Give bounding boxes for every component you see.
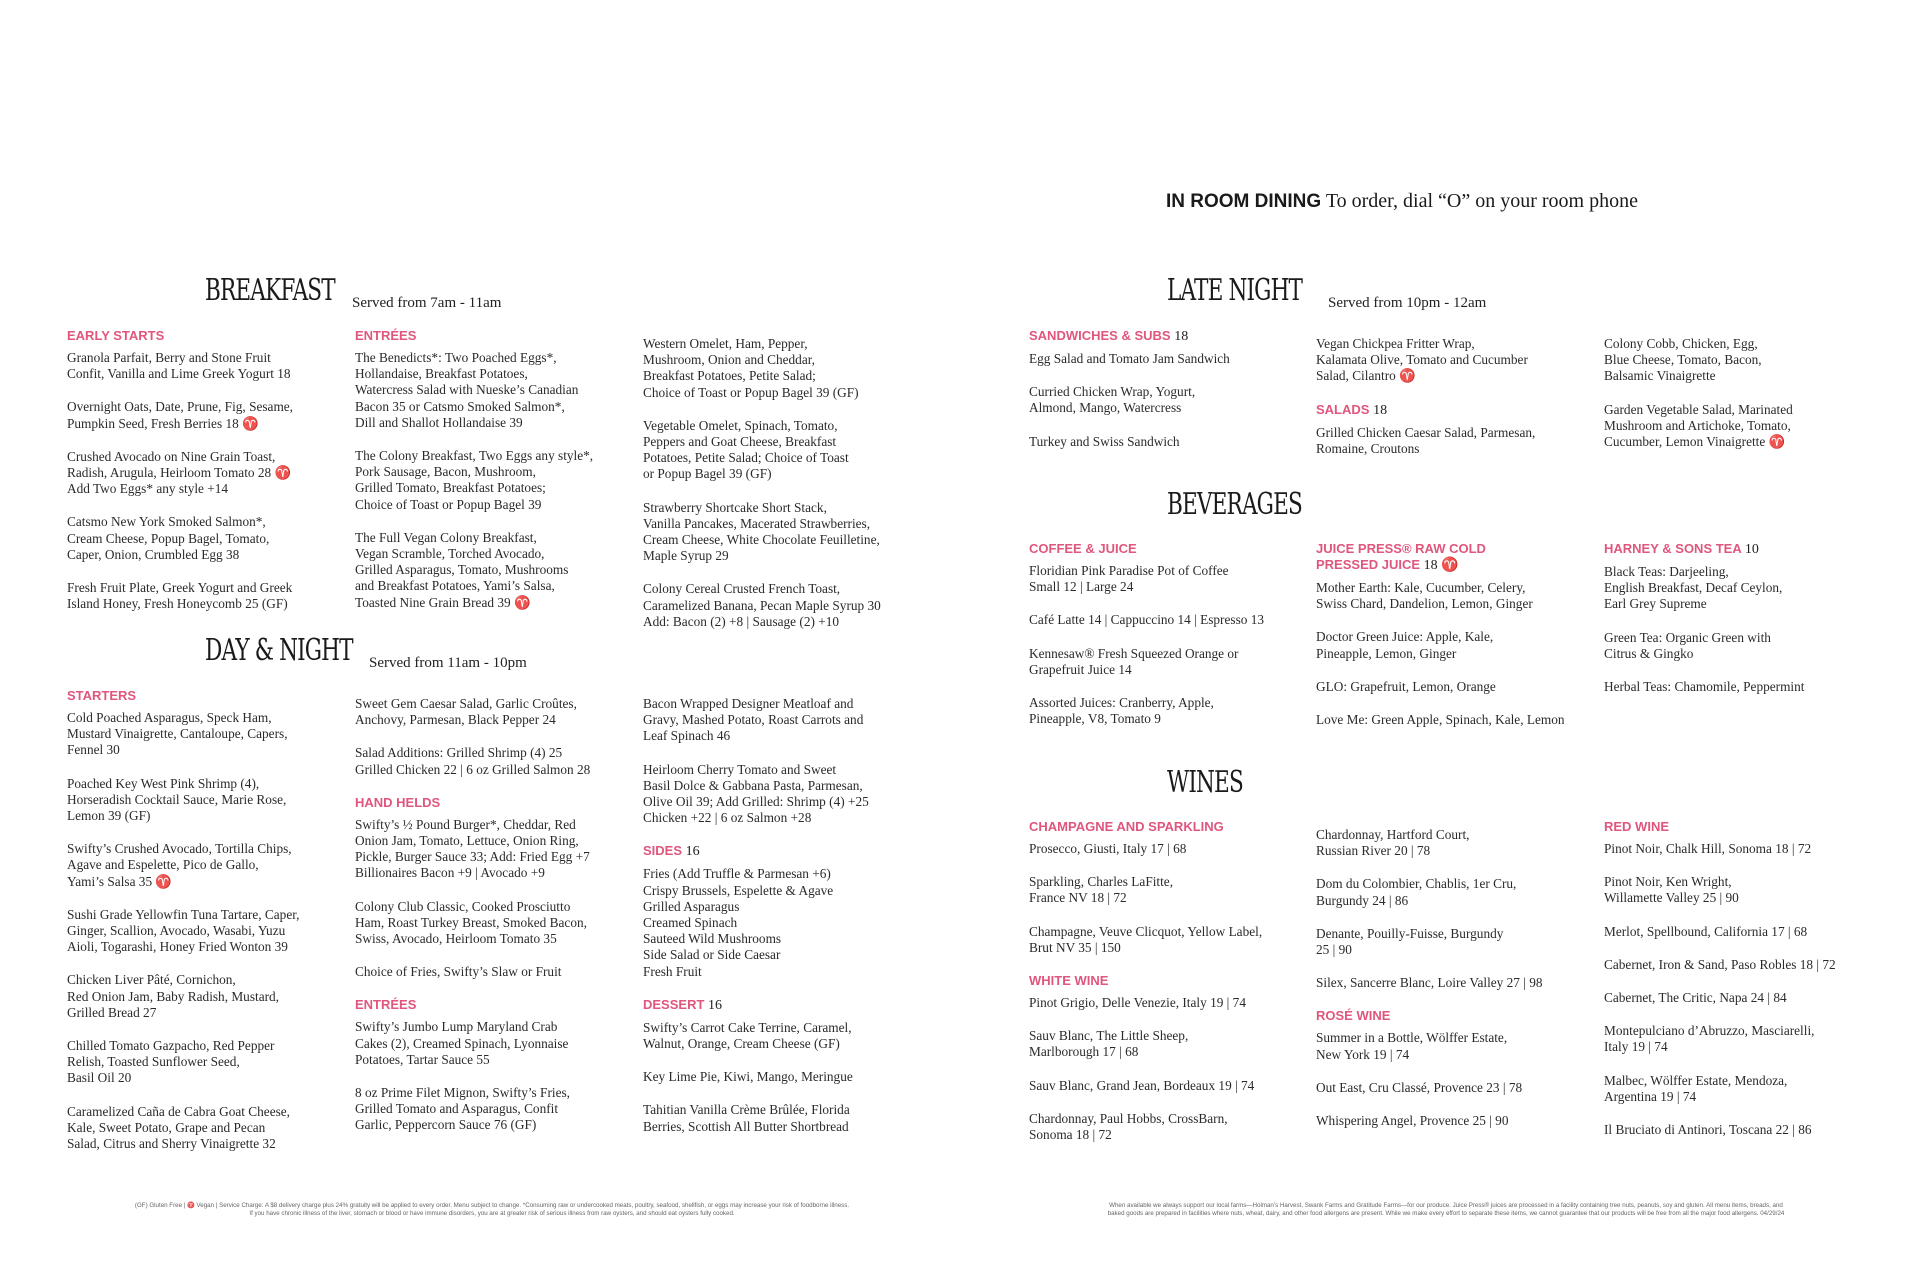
- red-wine-heading: RED WINE: [1604, 819, 1669, 834]
- sides-price: 16: [685, 844, 700, 860]
- menu-item: Sauv Blanc, Grand Jean, Bordeaux 19 | 74: [1029, 1077, 1255, 1093]
- menu-item: Prosecco, Giusti, Italy 17 | 68: [1029, 841, 1187, 856]
- juice-press-heading-line2: [1316, 557, 1598, 574]
- coffee-heading: COFFEE & JUICE: [1029, 541, 1137, 556]
- menu-item: Colony Cobb, Chicken, Egg, Blue Cheese, Tomato, Bacon, Balsamic Vinaigrette: [1604, 336, 1762, 384]
- menu-item: Floridian Pink Paradise Pot of Coffee Small 12 | Large 24: [1029, 563, 1229, 595]
- menu-item: Assorted Juices: Cranberry, Apple, Pineapple, V8, Tomato 9: [1029, 695, 1214, 727]
- menu-item: Heirloom Cherry Tomato and Sweet Basil Dolce & Gabbana Pasta, Parmesan, Olive Oil 39; Add Grilled: Shrimp (4) +25 Chicken +22 | 6 oz Salmon +28: [643, 761, 869, 826]
- menu-item: Chardonnay, Hartford Court, Russian River 20 | 78: [1316, 827, 1470, 859]
- starters-section: [67, 688, 349, 1152]
- day-night-entrees-heading: ENTRÉES: [355, 997, 417, 1013]
- beverages-title-block: [1167, 487, 1354, 522]
- menu-item: Curried Chicken Wrap, Yogurt, Almond, Mango, Watercress: [1029, 384, 1196, 416]
- sides-heading: [643, 843, 925, 860]
- menu-item: Whispering Angel, Provence 25 | 90: [1316, 1113, 1509, 1129]
- juice-press-price: 18 ♈: [1423, 558, 1459, 573]
- red-wine-section: [1604, 819, 1886, 1138]
- menu-item: Cabernet, Iron & Sand, Paso Robles 18 | 72: [1604, 956, 1836, 972]
- hand-helds-heading: HAND HELDS: [355, 794, 441, 810]
- menu-item: Western Omelet, Ham, Pepper, Mushroom, Onion and Cheddar, Breakfast Potatoes, Petite Salad; Choice of Toast or Popup Bagel 39 (GF): [643, 336, 859, 400]
- menu-item: Green Tea: Organic Green with Citrus & Gingko: [1604, 629, 1771, 661]
- menu-item: Black Teas: Darjeeling, English Breakfast, Decaf Ceylon, Earl Grey Supreme: [1604, 564, 1783, 612]
- late-night-subtitle: Served from 10pm - 12am: [1328, 295, 1487, 311]
- footer-left-note: (GF) Gluten Free | ♈ Vegan | Service Charge: A $8 delivery charge plus 24% gratuity will be applied to every order. Menu subject to change. *Consuming raw or undercooked meats, poultry, seafood, shellfish, or eggs may increase your risk of foodborne illness. If you have chronic illness of the liver, stomach or blood or have immune disorders, you are at greater risk of serious illness from raw oysters, and should eat oysters fully cooked.: [134, 1202, 850, 1217]
- menu-item: The Benedicts*: Two Poached Eggs*, Hollandaise, Breakfast Potatoes, Watercress Salad with Nueske’s Canadian Bacon 35 or Catsmo Smoked Salmon*, Dill and Shallot Hollandaise 39: [355, 350, 579, 430]
- menu-item: 8 oz Prime Filet Mignon, Swifty’s Fries, Grilled Tomato and Asparagus, Confit Garlic, Peppercorn Sauce 76 (GF): [355, 1085, 570, 1133]
- sandwiches-heading-label: SANDWICHES & SUBS: [1029, 328, 1171, 343]
- menu-item: Sparkling, Charles LaFitte, France NV 18 | 72: [1029, 874, 1174, 906]
- menu-item: Dom du Colombier, Chablis, 1er Cru, Burgundy 24 | 86: [1316, 876, 1517, 908]
- menu-item: Pinot Noir, Ken Wright, Willamette Valley 25 | 90: [1604, 874, 1739, 906]
- menu-item: Poached Key West Pink Shrimp (4), Horseradish Cocktail Sauce, Marie Rose, Lemon 39 (GF): [67, 775, 287, 824]
- breakfast-entrees-section: [355, 328, 637, 611]
- day-night-subtitle: Served from 11am - 10pm: [369, 655, 527, 671]
- day-night-col-3: [643, 696, 925, 1135]
- menu-item: Chardonnay, Paul Hobbs, CrossBarn, Sonoma 18 | 72: [1029, 1110, 1228, 1143]
- dessert-heading: [643, 997, 925, 1014]
- tea-heading-label: HARNEY & SONS TEA: [1604, 541, 1742, 556]
- menu-item: Choice of Fries, Swifty’s Slaw or Fruit: [355, 964, 562, 980]
- menu-item: Herbal Teas: Chamomile, Peppermint: [1604, 679, 1805, 695]
- juice-press-heading-line1: JUICE PRESS® RAW COLD: [1316, 541, 1486, 556]
- juice-press-section: [1316, 541, 1598, 728]
- menu-item: Champagne, Veuve Clicquot, Yellow Label, Brut NV 35 | 150: [1029, 923, 1263, 955]
- menu-item: Mother Earth: Kale, Cucumber, Celery, Swiss Chard, Dandelion, Lemon, Ginger: [1316, 580, 1533, 612]
- menu-item: Granola Parfait, Berry and Stone Fruit Confit, Vanilla and Lime Greek Yogurt 18: [67, 350, 291, 382]
- menu-item: Crushed Avocado on Nine Grain Toast, Radish, Arugula, Heirloom Tomato 28 ♈ Add Two Eggs* any style +14: [67, 448, 292, 497]
- beverages-title: BEVERAGES: [1167, 487, 1302, 522]
- menu-item: Kennesaw® Fresh Squeezed Orange or Grapefruit Juice 14: [1029, 645, 1239, 677]
- sides-heading-label: SIDES: [643, 843, 683, 859]
- tea-price: 10: [1744, 542, 1759, 557]
- day-night-col-2: [355, 696, 637, 1134]
- early-starts-heading: EARLY STARTS: [67, 328, 165, 343]
- menu-item: Malbec, Wölffer Estate, Mendoza, Argentina 19 | 74: [1604, 1072, 1788, 1104]
- late-night-col-3: [1604, 336, 1886, 450]
- white-wine-heading: WHITE WINE: [1029, 973, 1109, 989]
- menu-item: Merlot, Spellbound, California 17 | 68: [1604, 923, 1808, 939]
- late-night-col-2: [1316, 336, 1598, 457]
- late-night-title: LATE NIGHT: [1167, 273, 1303, 308]
- day-night-title: DAY & NIGHT: [205, 633, 353, 668]
- late-salads-heading: [1316, 402, 1598, 419]
- breakfast-entrees-heading: ENTRÉES: [355, 328, 417, 343]
- menu-item: Turkey and Swiss Sandwich: [1029, 433, 1180, 449]
- coffee-section: [1029, 541, 1311, 727]
- menu-item: Salad Additions: Grilled Shrimp (4) 25 Grilled Chicken 22 | 6 oz Grilled Salmon 28: [355, 745, 591, 777]
- menu-item: Key Lime Pie, Kiwi, Mango, Meringue: [643, 1069, 853, 1085]
- sparkling-heading: CHAMPAGNE AND SPARKLING: [1029, 819, 1224, 834]
- menu-item: Swifty’s Carrot Cake Terrine, Caramel, Walnut, Orange, Cream Cheese (GF): [643, 1019, 852, 1052]
- menu-item: Tahitian Vanilla Crème Brûlée, Florida Berries, Scottish All Butter Shortbread: [643, 1102, 850, 1134]
- sandwiches-section: [1029, 328, 1311, 450]
- sparkling-section: [1029, 819, 1311, 1143]
- menu-item: Fresh Fruit Plate, Greek Yogurt and Greek Island Honey, Fresh Honeycomb 25 (GF): [67, 580, 293, 612]
- footer-right-note: When available we always support our local farms—Holman’s Harvest, Swank Farms and Gratitude Farms—for our produce. Juice Press® juices are processed in a facility containing tree nuts, peanuts, soy and gluten. All menu items, breads, and baked goods are prepared in facilities where nuts, wheat, dairy, and other food allergens are present. While we make every effort to separate these items, we cannot guarantee that our products will be free from all the major food allergens. 04/29/24: [1107, 1202, 1785, 1217]
- juice-press-heading-label: PRESSED JUICE: [1316, 557, 1421, 572]
- menu-item: Grilled Chicken Caesar Salad, Parmesan, Romaine, Croutons: [1316, 424, 1536, 456]
- breakfast-subtitle: Served from 7am - 11am: [352, 295, 502, 311]
- menu-item: The Full Vegan Colony Breakfast, Vegan Scramble, Torched Avocado, Grilled Asparagus, Tomato, Mushrooms and Breakfast Potatoes, Yami’s Salsa, Toasted Nine Grain Bread 39 ♈: [355, 529, 569, 610]
- header-text: To order, dial “O” on your room phone: [1325, 190, 1638, 212]
- menu-item: Summer in a Bottle, Wölffer Estate, New York 19 | 74: [1316, 1030, 1508, 1062]
- menu-item: Overnight Oats, Date, Prune, Fig, Sesame, Pumpkin Seed, Fresh Berries 18 ♈: [67, 399, 294, 431]
- menu-item: Sushi Grade Yellowfin Tuna Tartare, Caper, Ginger, Scallion, Avocado, Wasabi, Yuzu Aioli, Togarashi, Honey Fried Wonton 39: [67, 906, 300, 955]
- menu-item: Cold Poached Asparagus, Speck Ham, Mustard Vinaigrette, Cantaloupe, Capers, Fennel 30: [67, 710, 288, 758]
- menu-item: Il Bruciato di Antinori, Toscana 22 | 86: [1604, 1122, 1812, 1138]
- sandwiches-price: 18: [1174, 329, 1189, 344]
- dessert-heading-label: DESSERT: [643, 996, 705, 1012]
- menu-item: Strawberry Shortcake Short Stack, Vanilla Pancakes, Macerated Strawberries, Cream Cheese, White Chocolate Feuilletine, Maple Syrup 29: [643, 499, 880, 564]
- menu-item: Fries (Add Truffle & Parmesan +6) Crispy Brussels, Espelette & Agave Grilled Asparagus Creamed Spinach Sauteed Wild Mushrooms Side Salad or Side Caesar Fresh Fruit: [643, 866, 834, 979]
- late-night-title-block: [1167, 273, 1355, 308]
- menu-item: The Colony Breakfast, Two Eggs any style*, Pork Sausage, Bacon, Mushroom, Grilled Tomato, Breakfast Potatoes; Choice of Toast or Popup Bagel 39: [355, 448, 594, 512]
- menu-item: Pinot Noir, Chalk Hill, Sonoma 18 | 72: [1604, 841, 1812, 856]
- dessert-price: 16: [708, 997, 723, 1013]
- menu-item: Vegan Chickpea Fritter Wrap, Kalamata Olive, Tomato and Cucumber Salad, Cilantro ♈: [1316, 336, 1528, 384]
- menu-item: GLO: Grapefruit, Lemon, Orange: [1316, 678, 1496, 694]
- menu-item: Denante, Pouilly-Fuisse, Burgundy 25 | 90: [1316, 925, 1504, 958]
- menu-item: Bacon Wrapped Designer Meatloaf and Gravy, Mashed Potato, Roast Carrots and Leaf Spinach 46: [643, 696, 864, 744]
- menu-item: Out East, Cru Classé, Provence 23 | 78: [1316, 1079, 1523, 1095]
- sandwiches-heading: [1029, 328, 1311, 345]
- late-salads-price: 18: [1373, 402, 1388, 418]
- menu-item: Vegetable Omelet, Spinach, Tomato, Peppers and Goat Cheese, Breakfast Potatoes, Petite Salad; Choice of Toast or Popup Bagel 39 (GF): [643, 417, 849, 482]
- menu-item: Café Latte 14 | Cappuccino 14 | Espresso 13: [1029, 612, 1265, 628]
- menu-item: Egg Salad and Tomato Jam Sandwich: [1029, 351, 1230, 366]
- header-label: IN ROOM DINING: [1166, 191, 1322, 212]
- starters-heading: STARTERS: [67, 688, 137, 703]
- wines-title-block: [1167, 765, 1272, 800]
- menu-item: Caramelized Caña de Cabra Goat Cheese, Kale, Sweet Potato, Grape and Pecan Salad, Citrus and Sherry Vinaigrette 32: [67, 1103, 290, 1152]
- menu-item: Swifty’s Jumbo Lump Maryland Crab Cakes (2), Creamed Spinach, Lyonnaise Potatoes, Tartar Sauce 55: [355, 1019, 569, 1067]
- menu-item: Sweet Gem Caesar Salad, Garlic Croûtes, Anchovy, Parmesan, Black Pepper 24: [355, 696, 577, 728]
- menu-item: Swifty’s ½ Pound Burger*, Cheddar, Red Onion Jam, Tomato, Lettuce, Onion Ring, Pickle, Burger Sauce 33; Add: Fried Egg +7 Billionaires Bacon +9 | Avocado +9: [355, 816, 590, 881]
- menu-item: Montepulciano d’Abruzzo, Masciarelli, Italy 19 | 74: [1604, 1023, 1815, 1055]
- menu-item: Sauv Blanc, The Little Sheep, Marlborough 17 | 68: [1029, 1028, 1189, 1060]
- tea-heading: [1604, 541, 1886, 558]
- menu-item: Doctor Green Juice: Apple, Kale, Pineapple, Lemon, Ginger: [1316, 629, 1494, 661]
- menu-item: Colony Cereal Crusted French Toast, Caramelized Banana, Pecan Maple Syrup 30 Add: Bacon (2) +8 | Sausage (2) +10: [643, 581, 881, 629]
- in-room-dining-header: [1166, 190, 1638, 213]
- breakfast-title: BREAKFAST: [205, 273, 335, 308]
- rose-wine-heading: ROSÉ WINE: [1316, 1008, 1391, 1024]
- menu-item: Cabernet, The Critic, Napa 24 | 84: [1604, 990, 1787, 1006]
- breakfast-more-section: [643, 336, 925, 630]
- menu-item: Silex, Sancerre Blanc, Loire Valley 27 | 98: [1316, 975, 1543, 991]
- menu-item: Colony Club Classic, Cooked Prosciutto Ham, Roast Turkey Breast, Smoked Bacon, Swiss, Avocado, Heirloom Tomato 35: [355, 898, 587, 947]
- menu-item: Garden Vegetable Salad, Marinated Mushroom and Artichoke, Tomato, Cucumber, Lemon Vinaigrette ♈: [1604, 401, 1793, 450]
- late-salads-heading-label: SALADS: [1316, 401, 1370, 417]
- menu-item: Pinot Grigio, Delle Venezie, Italy 19 | 74: [1029, 995, 1246, 1011]
- menu-item: Chilled Tomato Gazpacho, Red Pepper Relish, Toasted Sunflower Seed, Basil Oil 20: [67, 1038, 275, 1086]
- menu-item: Catsmo New York Smoked Salmon*, Cream Cheese, Popup Bagel, Tomato, Caper, Onion, Crumbled Egg 38: [67, 514, 270, 562]
- wines-title: WINES: [1167, 765, 1243, 800]
- tea-section: [1604, 541, 1886, 695]
- wines-col-2: [1316, 827, 1598, 1129]
- early-starts-section: [67, 328, 349, 612]
- menu-item: Chicken Liver Pâté, Cornichon, Red Onion Jam, Baby Radish, Mustard, Grilled Bread 27: [67, 972, 279, 1020]
- menu-item: Love Me: Green Apple, Spinach, Kale, Lemon: [1316, 712, 1565, 728]
- menu-item: Swifty’s Crushed Avocado, Tortilla Chips, Agave and Espelette, Pico de Gallo, Yami’s Salsa 35 ♈: [67, 841, 292, 889]
